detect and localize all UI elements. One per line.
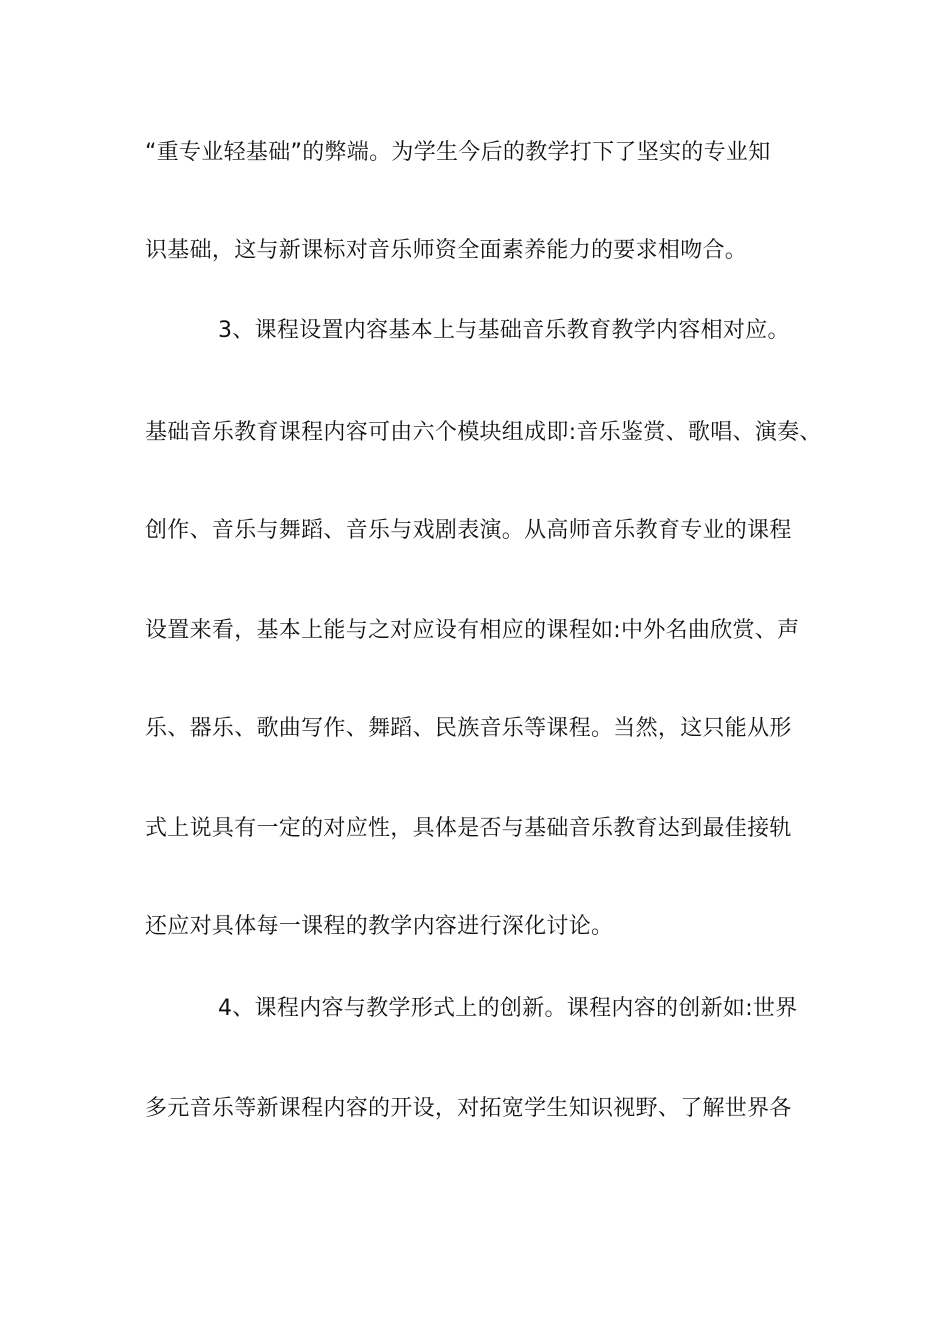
text-line: 识基础，这与新课标对音乐师资全面素养能力的要求相吻合。 xyxy=(145,238,748,263)
paragraph-heading-3: 3、课程设置内容基本上与基础音乐教育教学内容相对应。 xyxy=(218,318,790,343)
text-line: 式上说具有一定的对应性，具体是否与基础音乐教育达到最佳接轨 xyxy=(145,816,792,841)
text-line: 设置来看，基本上能与之对应设有相应的课程如:中外名曲欣赏、声 xyxy=(145,618,800,643)
text-line: “重专业轻基础”的弊端。为学生今后的教学打下了坚实的专业知 xyxy=(145,140,771,165)
text-line: 基础音乐教育课程内容可由六个模块组成即:音乐鉴赏、歌唱、演奏、 xyxy=(145,420,822,445)
text-line: 创作、音乐与舞蹈、音乐与戏剧表演。从高师音乐教育专业的课程 xyxy=(145,518,792,543)
text-line: 还应对具体每一课程的教学内容进行深化讨论。 xyxy=(145,914,614,939)
text-line: 乐、器乐、歌曲写作、舞蹈、民族音乐等课程。当然，这只能从形 xyxy=(145,716,792,741)
paragraph-heading-4: 4、课程内容与教学形式上的创新。课程内容的创新如:世界 xyxy=(218,996,798,1021)
text-line: 多元音乐等新课程内容的开设，对拓宽学生知识视野、了解世界各 xyxy=(145,1096,792,1121)
